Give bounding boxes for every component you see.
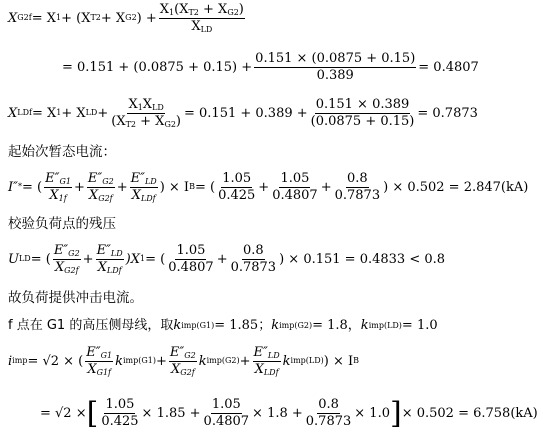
frac-num: 0.151 × (0.0875 + 0.15) [255,51,416,66]
frac-numeric-1 [167,244,215,274]
frac-sub: G1f [96,367,112,377]
heading-impulse-current: 故负荷提供冲击电流。 [8,290,143,306]
plus: + [216,251,228,267]
left-bracket: [ [86,395,99,431]
frac-sub: G2 [68,249,80,258]
frac-num: 1.05 [280,171,310,186]
frac-den: 0.7873 [305,413,352,429]
frac-num: 1.05 [222,171,252,186]
frac-eg2-xg2f [53,244,81,274]
equation-xg2f-numeric [62,52,479,82]
plus: + [116,179,128,195]
equation-impulse-current: i imp = √2 × ( $\frac{E''_{G1}}{X_{G1f}}$ k imp(G1) + $\frac{E''_{G2}}{X_{G2f}}$ k imp(G2) + $\frac{E''_{LD}}{X_{LDf}}$ k imp(LD) ) × I B [8,345,360,377]
frac-den: 0.425 [218,187,256,203]
frac-sub: T2 [188,8,199,17]
multiplier: × 1.8 + [252,405,303,421]
frac-den-part: X [131,187,141,203]
k-value: = 1.0 [401,318,438,333]
equation-residual-voltage: U LD = ( $\frac{E''_{G2}}{X_{G2f}}$ + $\frac{E''_{LD}}{X_{LDf}}$ )X 1 = ( $\frac{1.05}{0.4807}$ + $\frac{0.8}{0.7873}$ ) × 0.151 = 0.4833 < 0.8 [8,243,446,275]
frac-num-part: X [142,97,153,112]
times-ib: ) × I [323,353,354,369]
plus: + [258,179,270,195]
k-imp-g1: k [115,353,123,369]
frac-sub: G1 [59,177,71,186]
xldf-lhs: X [8,105,18,121]
frac-den: 0.4807 [272,187,318,203]
frac-num-part: + X [198,2,228,17]
times-ib: ) × I [159,179,190,195]
uld-result: ) × 0.151 = 0.4833 < 0.8 [279,251,446,267]
frac-num: 0.8 [318,397,339,412]
equation-xldf: X LDf = X 1 + X LD + $\frac{X_1X_{LD}}{(X_{T2} + X_{G2})}$ = 0.151 + 0.389 + $\frac{0.151 \times 0.389}{(0.0875 + 0.15)}$ = 0.7873 [8,97,478,129]
frac-num: 1.05 [211,397,241,412]
frac-num-part: E″ [87,171,103,186]
uld-lhs: U [8,251,19,267]
frac-eg1-xg1f [85,346,113,376]
frac-sub: 1 [169,8,175,17]
frac-sub: LDf [106,265,122,275]
frac-num-part: (X [174,2,189,17]
frac-den: 0.425 [101,413,139,429]
frac-sub: LD [110,249,123,258]
k-imp-g1: k [173,318,182,333]
frac-den: 0.4807 [203,413,250,429]
frac-num: 0.151 × 0.389 [315,97,410,112]
frac-den-part: (X [111,113,126,129]
frac-den-part: X [54,259,65,275]
multiplier: × 1.0 [354,405,390,421]
frac-num: 1.05 [105,397,135,412]
plus: + [82,251,94,267]
frac-eg1-x1f [44,172,72,202]
frac-num: 0.8 [347,171,368,186]
current-lhs: I″ [8,179,18,195]
frac-den-part: X [191,18,201,34]
frac-numeric-2 [203,398,251,428]
frac-sub: LD [267,351,280,360]
right-bracket: ] [389,395,402,431]
frac-den: 0.389 [316,67,354,83]
frac-den-part: X [88,187,99,203]
frac-sub: G2f [180,367,195,377]
frac-num-part: E″ [169,345,185,360]
frac-den-part: ) [175,113,181,129]
frac-eld-xldf [253,346,281,376]
frac-sub: G2 [227,8,239,17]
xldf-fraction [110,98,182,128]
frac-numeric-2 [230,244,278,274]
xg2f-lhs: X [8,10,18,26]
uld-eq2: = ( [145,251,166,267]
frac-sub: G2f [98,193,113,203]
frac-sub: G1 [100,351,113,360]
xg2f-part: ) + [136,10,157,26]
xldf-result: = 0.7873 [417,105,478,121]
k-imp-g2: k [198,353,207,369]
f-point-text: f 点在 G1 的高压侧母线，取 [8,318,174,333]
frac-den-part: X [170,361,181,377]
line-impulse-coefficients: f 点在 G1 的高压侧母线，取 k imp(G1) = 1.85； k imp(G2) = 1.8， k imp(LD) = 1.0 [8,318,438,333]
plus: + [239,353,251,369]
frac-sub: G2 [184,351,196,360]
current-result: ) × 0.502 = 2.847(kA) [383,179,529,195]
frac-num-part: E″ [253,345,268,360]
frac-sub: LD [200,24,213,34]
frac-num: 1.05 [176,243,206,258]
frac-den: 0.7873 [334,187,381,203]
frac-sub: LD [152,103,164,112]
xg2f-numeric-fraction [254,52,416,82]
xg2f-part: = X [31,10,56,26]
plus: + [155,353,167,369]
frac-den-part: X [49,187,59,203]
frac-numeric-3 [334,172,382,202]
xg2f-result: = 0.4807 [418,59,479,75]
xldf-part: = X [31,105,57,121]
frac-sub: G2 [102,177,114,186]
equation-initial-current: I″ * = ( $\frac{E''_{G1}}{X_{1f}}$ + $\frac{E''_{G2}}{X_{G2f}}$ + $\frac{E''_{LD}}{X_{LDf}}$ ) × I B = ( $\frac{1.05}{0.425}$ + $\frac{1.05}{0.4807}$ + $\frac{0.8}{0.7873}$ ) × 0.502 = 2.847(kA) [8,171,529,203]
frac-sub: T2 [125,119,137,129]
k-imp-g2: k [271,318,280,333]
equation-impulse-numeric [40,395,538,431]
heading-initial-current: 起始次暂态电流： [8,144,116,160]
frac-num-part: E″ [96,243,111,258]
xg2f-numeric-pre: = 0.151 + (0.0875 + 0.15) + [62,59,253,75]
uld-mult: )X [125,251,140,267]
k-imp-ld: k [360,318,369,333]
k-value: = 1.85； [214,318,272,333]
iimp-result: × 0.502 = 6.758(kA) [401,405,538,421]
k-imp-ld: k [282,353,291,369]
frac-den-part: X [254,361,264,377]
frac-sub: LDf [140,193,156,203]
frac-den-part: X [97,259,107,275]
frac-num-part: ) [238,2,244,17]
frac-numeric-3 [305,398,353,428]
xldf-numeric-fraction [310,98,416,128]
frac-den: 0.7873 [230,259,277,275]
frac-num-part: E″ [45,171,60,186]
k-value: = 1.8， [312,318,361,333]
frac-den-part: + X [136,113,165,129]
frac-num-part: X [159,2,170,17]
frac-num-part: E″ [86,345,101,360]
frac-numeric-1 [217,172,256,202]
frac-eg2-xg2f [169,346,197,376]
multiplier: × 1.85 + [141,405,201,421]
frac-numeric-1 [100,398,139,428]
frac-sub: G2f [64,265,79,275]
xldf-part: + X [61,105,86,121]
frac-sub: 1f [58,193,67,203]
iimp-lhs: i [8,353,13,369]
frac-eg2-xg2f [87,172,115,202]
plus: + [73,179,85,195]
xg2f-fraction [159,3,245,33]
frac-numeric-2 [271,172,319,202]
frac-eld-xldf [130,172,158,202]
frac-den: 0.4807 [168,259,214,275]
frac-eld-xldf [96,244,124,274]
xg2f-part: + (X [61,10,91,26]
iimp-eq: = √2 × ( [27,353,84,369]
xldf-part: + [97,105,109,121]
frac-sub: LDf [263,367,279,377]
frac-sub: LD [144,177,157,186]
frac-sub: G2 [164,119,176,129]
frac-den: (0.0875 + 0.15) [310,113,415,129]
plus: + [320,179,332,195]
frac-den-part: X [87,361,97,377]
current-eq: = ( [22,179,43,195]
xldf-numeric-pre: = 0.151 + 0.389 + [184,105,308,121]
current-eq2: = ( [194,179,216,195]
heading-residual-voltage: 校验负荷点的残压 [8,216,116,232]
frac-sub: 1 [137,103,143,112]
frac-num: 0.8 [243,243,264,258]
frac-num-part: E″ [130,171,145,186]
equation-xg2f: X G2f = X 1 + (X T2 + X G2 ) + $\frac{X_1(X_{T2} + X_{G2})}{X_{LD}}$ [8,2,244,34]
uld-eq: = ( [30,251,51,267]
frac-num-part: X [128,97,138,112]
xg2f-part: + X [100,10,126,26]
frac-num-part: E″ [53,243,69,258]
iimp-numeric-eq: = √2 × [40,405,87,421]
